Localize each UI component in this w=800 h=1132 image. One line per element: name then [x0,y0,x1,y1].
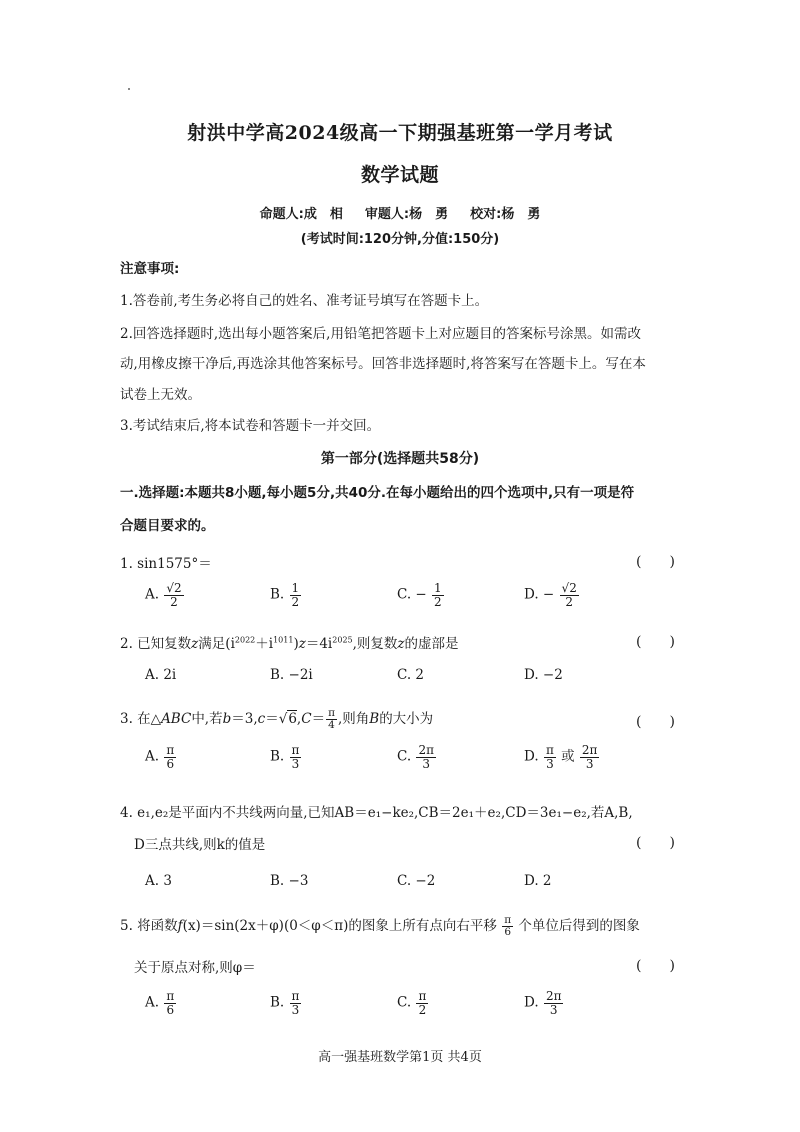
q3-option-c: C. $\frac{2\pi}{3}$ [397,743,434,771]
authors-line [0,203,800,222]
q1-answer-paren: ( ) [636,554,675,570]
q1-stem: 1. sin1575°＝ [120,556,212,572]
q4-option-c: C. −2 [397,873,436,889]
note-2-line-1: 2.回答选择题时,选出每小题答案后,用铅笔把答题卡上对应题目的答案标号涂黑。如需改 [120,326,641,342]
q2-answer-paren: ( ) [636,634,675,650]
q4-option-d: D. 2 [524,873,552,889]
section-instructions-line-1: 一.选择题:本题共8小题,每小题5分,共40分.在每小题给出的四个选项中,只有一项是符 [120,485,635,501]
q2-option-d: D. −2 [524,667,563,683]
q2-stem: 2. 已知复数z满足$(i^{2022}+i^{1011})z=4i^{2025}$,则复数z的虚部是 [120,635,459,652]
q3-answer-paren: ( ) [636,714,675,730]
proof-name: 杨 勇 [501,207,541,222]
q4-option-a: A. 3 [145,873,172,889]
q1-option-d: D. − $\frac{√2}{2}$ [524,581,577,609]
q4-stem-line-2: D三点共线,则k的值是 [134,837,266,853]
q4-option-b: B. −3 [270,873,309,889]
q3-option-b: B. $\frac{\pi}{3}$ [270,743,300,771]
q5-stem-line-1: 5. 将函数f(x)＝sin(2x＋φ)(0＜φ＜π)的图象上所有点向右平移 $\frac{\pi}{6}$ 个单位后得到的图象 [120,913,640,938]
q1-option-c: C. − $\frac{1}{2}$ [397,581,442,609]
q3-option-d: D. $\frac{\pi}{3}$ 或 $\frac{2\pi}{3}$ [524,743,598,771]
q1-option-a: A. $\frac{√2}{2}$ [145,581,182,609]
q5-option-d: D. $\frac{2\pi}{3}$ [524,989,562,1017]
scan-dot [128,88,130,90]
q5-option-a: A. $\frac{\pi}{6}$ [145,989,175,1017]
q3-stem: 3. 在△ABC中,若b＝3,c＝√6,C＝ $\frac{\pi}{4}$ ,则角B的大小为 [120,706,434,731]
setter-name: 成 相 [303,207,343,222]
q4-stem-line-1: 4. e₁,e₂是平面内不共线两向量,已知AB＝e₁−ke₂,CB＝2e₁＋e₂,CD＝3e₁−e₂,若A,B, [120,805,633,821]
proof-label: 校对: [470,207,502,222]
note-1: 1.答卷前,考生务必将自己的姓名、准考证号填写在答题卡上。 [120,293,489,309]
q5-option-c: C. $\frac{\pi}{2}$ [397,989,427,1017]
exam-subtitle: 数学试题 [360,164,439,186]
exam-title: 射洪中学高2024级高一下期强基班第一学月考试 [187,122,613,144]
q2-option-b: B. −2i [270,667,313,683]
exam-info: (考试时间:120分钟,分值:150分) [300,232,500,247]
section-instructions-line-2: 合题目要求的。 [120,518,215,534]
q2-option-c: C. 2 [397,667,425,683]
reviewer-name: 杨 勇 [409,207,449,222]
note-2-line-3: 试卷上无效。 [120,387,201,403]
page-footer: 高一强基班数学第1页 共4页 [318,1050,482,1065]
setter-label: 命题人: [259,207,304,222]
part1-heading: 第一部分(选择题共58分) [320,451,480,467]
q5-option-b: B. $\frac{\pi}{3}$ [270,989,300,1017]
reviewer-label: 审题人: [364,207,410,222]
q4-answer-paren: ( ) [636,835,675,851]
notes-heading: 注意事项: [120,261,180,277]
note-2-line-2: 动,用橡皮擦干净后,再选涂其他答案标号。回答非选择题时,将答案写在答题卡上。写在本 [120,356,646,372]
q2-option-a: A. 2i [145,667,177,683]
q3-option-a: A. $\frac{\pi}{6}$ [145,743,175,771]
note-3: 3.考试结束后,将本试卷和答题卡一并交回。 [120,418,381,434]
q5-answer-paren: ( ) [636,958,675,974]
q5-stem-line-2: 关于原点对称,则φ＝ [134,960,256,976]
q1-option-b: B. $\frac{1}{2}$ [270,581,300,609]
